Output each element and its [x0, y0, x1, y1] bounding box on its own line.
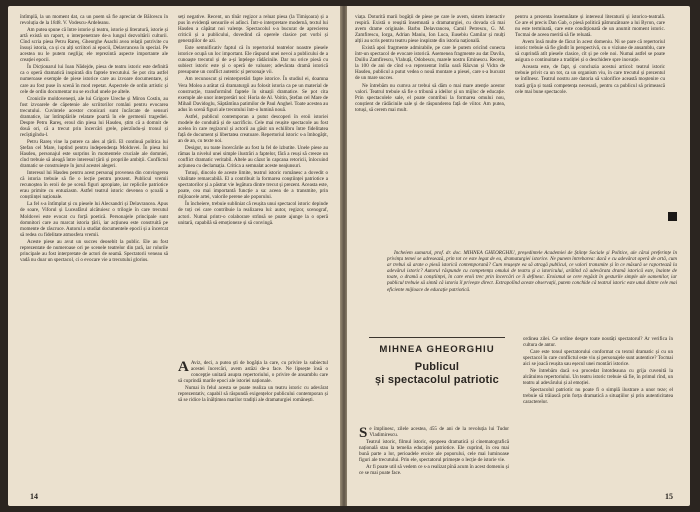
paragraph: Aceste piese au avut un succes deosebit la public. Ele au fost reprezentate de numeroase ori pe scenele teatrelor din țară, iar rolurile principale au fost interpretate de actori de seamă. Spectatorii veneau să vadă nu doar un spectacol, ci o evocare vie a trecutului glorios.: [20, 238, 168, 263]
paragraph: Teatrul istoric, filmul istoric, epopeea dramatică și cinematografică națională stau la temelia educației patriotice. Ele cuprind, în cea mai bună parte a lor, perioadele eroice ale poporului, cele mai luminoase figuri ale trecutului. Prin ele, spectatorul primește o lecție de istorie vie.: [359, 439, 509, 464]
article-title-line-1: Publicul: [414, 361, 460, 373]
right-page-column-2: [515, 14, 665, 196]
section-end-mark: [668, 212, 677, 221]
article-title: [363, 361, 511, 387]
paragraph: Astfel, publicul contemporan a putut descoperi în eroii istoriei modele de conduită și de sacrificiu. Cele mai reușite spectacole au fost acelea în care regizorul și actorii au găsit un echilibru între fidelitatea față de document și libertatea creatoare. Repertoriul istoric s-a îmbogățit, an de an, cu texte noi.: [178, 113, 328, 144]
paragraph: A Aviz, deci, a putea ști de bogăția la care, cu privire la subiectul acestei încercări, avem astăzi de-a face. Ne lipsește însă o concepție unitară asupra repertoriului, o privire de ansamblu care să cuprindă marile epoci ale istoriei naționale.: [178, 360, 328, 385]
page-number-right: 15: [665, 492, 673, 501]
article-title-line-2: și spectacolul patriotic: [374, 374, 499, 386]
paragraph: Petru Rareș vine la putere ca ales al țării. El continuă politica lui Ștefan cel Mare, luptînd pentru independența Moldovei. În piesa lui Hasdeu, personajul este surprins în momentele cruciale ale domniei, cînd trebuie să aleagă între interesul țării și propriile ambiții. Conflictul dramatic se construiește în jurul acestei alegeri.: [20, 138, 168, 170]
paragraph: Aceasta este, de fapt, și concluzia acestui articol: teatrul istoric trebuie privit ca un tot, ca un organism viu, în care trecutul și prezentul se întîlnesc. Teatrul nostru are datoria să valorifice această moștenire cu toată grija și toată competența necesară, pentru ca publicul să primească cele mai bune spectacole.: [515, 64, 665, 95]
paragraph: Ne întrebăm nu cumva ar trebui să dăm o mai mare atenție acestor valori. Teatrul trebuie să fie o tribună a ideilor și un mijloc de educație. Prin spectacolele sale, el poate contribui la formarea omului nou, conștient de rădăcinile sale și de răspunderea față de viitor. Am putea, totuși, să cerem mai mult.: [355, 82, 505, 113]
paragraph: Totuși, dincolo de aceste limite, teatrul istoric românesc a dovedit o vitalitate remarcabilă. El a contribuit la formarea conștiinței patriotice a spectatorilor și a păstrat vie legătura dintre trecut și prezent. Aceasta este, poate, cea mai importantă funcție a sa: aceea de a transmite, prin mijloacele artei, valorile perene ale poporului.: [178, 170, 328, 201]
right-page: [347, 6, 690, 506]
article-column-a: [359, 426, 509, 496]
paragraph: seți negative. Recent, un tînăr regizor a reluat piesa (la Timișoara) și a pus în evidență sensurile ei adînci. Într-o interpretare modernă, textul lui Hasdeu a căpătat noi valențe. Spectacolul s-a bucurat de aprecierea criticii și a publicului, dovedind că operele clasice pot vorbi și generațiilor de azi.: [178, 14, 328, 45]
paragraph: Ar fi poate util să vedem ce s-a realizat pînă acum în acest domeniu și ce se mai poate face.: [359, 464, 509, 477]
paragraph: Este semnificativ faptul că în repertoriul teatrelor noastre piesele istorice ocupă un loc important. Ele răspund unei nevoi a publicului de a cunoaște trecutul și de a-și înțelege rădăcinile. Dar nu orice piesă cu subiect istoric este și o operă de valoare; adevărata dramă istorică presupune un conflict autentic și personaje vii.: [178, 45, 328, 76]
paragraph: Se împlinesc, zilele acestea, 455 de ani de la revoluția lui Tudor Vladimirescu.: [359, 426, 509, 441]
left-page-column-1: [20, 14, 168, 486]
paragraph: Desigur, nu toate încercările au fost la fel de izbutite. Unele piese au rămas la nivelul unei simple ilustrări a faptelor, fără a reuși să creeze un conflict dramatic veritabil. Altele au căzut în capcana retoricii, înlocuind acțiunea cu declamația. Critica a semnalat aceste neajunsuri.: [178, 144, 328, 170]
dropcap: S: [359, 426, 368, 441]
paragraph: întîmplă, la un moment dat, ca un poem să fie apreciat de Bălcescu în revoluția de la 1848. V. Vodescu-Ardeleanu.: [20, 14, 168, 27]
paragraph: În încheiere, trebuie subliniat că reușita unui spectacol istoric depinde de toți cei care contribuie la realizarea lui: autor, regizor, scenograf, actori. Numai printr-o colaborare strînsă se poate ajunge la o operă unitară, capabilă să emoționeze și să convingă.: [178, 201, 328, 226]
paragraph: Există apoi fragmente admirabile, pe care le putem oricînd conecta într-un spectacol de evocare istorică. Asemenea fragmente au dat Davila, Duiliu Zamfirescu, Vlahuță, Odobescu, marele nostru Eminescu. Recent, la 100 de ani de cînd s-a reprezentat întîia oară Răzvan și Vidra de Hasdeu, publicul a putut vedea o nouă montare a piesei, care s-a bucurat de un mare succes.: [355, 45, 505, 82]
paragraph: Spectacolul patriotic nu poate fi o simplă ilustrare a unor teze; el trebuie să trăiască prin forța dramatică a situațiilor și prin autenticitatea caracterelor.: [523, 387, 673, 406]
paragraph: Care este tonul spectatorului conformat cu textul dramatic și cu un spectacol în care conflictul este viu și personajele sunt autentice? Tocmai aici se joacă reușita sau eșecul unei montări istorice.: [523, 349, 673, 368]
page-number-left: 14: [30, 492, 38, 501]
dropcap: A: [178, 360, 189, 375]
paragraph: pentru a prezenta însemnătate și interesul literaturii și istorico-teatrală. Ce are el precis Dan Gab, o piesă politică pătrunzătoare a lui Byron, care nu este terminată, care este condiționată de un anumit moment istoric. Tocmai de aceea merită să fie reluată.: [515, 14, 665, 39]
paragraph: Am recunoscut și reinterpretări fapte istorice. În studiul ei, doamna Vera Molea a arătat că dramaturgii au folosit istoria ca pe un material de construcție, transformînd faptele în situații dramatice. Se pot cita exemple ale unor interpretări noi: Horia de Al. Voitin, Ștefan cel Mare de Mihail Davidoglu, Săptămîna patimilor de Paul Anghel. Toate acestea au adus în scenă figuri ale trecutului într-o lumină nouă.: [178, 76, 328, 113]
article-intro: [387, 250, 677, 324]
title-rule-top: [369, 337, 505, 338]
paragraph: viața. Doturită marii bogății de piese pe care le avem, sistem interactiv respiră. Există o reușită însemnată a dramaturgiei, cu dovada că mai avem drame originale. Barbu Delavrancea, Camil Petrescu, G. M. Zamfirescu, Iorga, Adrian Maniu, Ion Luca, Eusebiu Camilar și mulți alții au scris pentru teatru piese inspirate din istoria națională.: [355, 14, 505, 45]
paragraph: În Dicționarul lui Ioan Nădejde, piesa de teatru istoric este definită ca o operă dramatică inspirată din faptele trecutului. Se pot cita astfel numeroase exemple de piese istorice care au izvoare documentare, și care au fost puse în scenă în mod repetat. Aspectele de ordin artistic și cele de ordin documentar nu se exclud unele pe altele.: [20, 64, 168, 95]
paragraph: Cronicile moldovenești, ale lui Grigore Ureche și Miron Costin, au fost izvoarele de căpetenie ale scriitorilor români pentru evocarea trecutului. Cuvintele acestor cronicari sunt încărcate de sensuri dramatice, iar întîmplările relatate poartă în ele germenii tragediei. Despre Petru Rareș, eroul din piesa lui Hasdeu, știm că a domnit de două ori, că a trecut prin încercări grele, pierzîndu-și tronul și recîștigîndu-l.: [20, 95, 168, 138]
paragraph: Avem însă multe de făcut în acest domeniu. Ni se pare că repertoriul istoric trebuie să fie gîndit în perspectivă, cu o viziune de ansamblu, care să cuprindă atît piesele clasice, cît și pe cele noi. Numai astfel se poate asigura o continuitate a tradiției și o deschidere spre inovație.: [515, 39, 665, 64]
paragraph: La fel s-a întîmplat și cu piesele lui Alecsandri și Delavrancea. Apus de soare, Viforul și Luceafărul alcătuiesc o trilogie în care trecutul Moldovei este evocat cu forță poetică. Personajele principale sunt domnitori care au marcat istoria țării, iar acțiunea este construită pe momente de răscruce. Autorul a studiat documentele epocii și a încercat să redea cu fidelitate atmosfera vremii.: [20, 201, 168, 238]
article-column-c: [523, 336, 673, 492]
paragraph: Numai în felul acesta se poate realiza un teatru istoric cu adevărat reprezentativ, capabil să răspundă exigențelor publicului contemporan și să se ridice la înălțimea marilor tradiții ale dramaturgiei românești.: [178, 385, 328, 404]
article-author: MIHNEA GHEORGHIU: [379, 344, 495, 355]
paragraph: Am putea spune că între istorie și teatru, istorie și literatură, istorie și artă există un raport, o interpenetrare de-a lungul dezvoltării culturii. Cînd scria piesa Petru Rareș, Gheorghe Asachi avea relații potrivite cu însuși istoria, ca și cu alți scriitori ai epocii, Delavrancea în special. Pe acestea nu le putem neglija; ele reprezintă aspecte importante ale creației epocii.: [20, 27, 168, 64]
paragraph: Ne întrebăm dacă s-a procedat întotdeauna cu grija cuvenită la alcătuirea repertoriului. Un teatru istoric trebuie să fie, în primul rînd, un teatru al adevărului și al emoției.: [523, 368, 673, 387]
paragraph: ordinea zilei. Ce ordine despre toate noutăți spectatorul? Ar verifica în cultura de antur.: [523, 336, 673, 349]
article-title-block: [363, 337, 511, 421]
paragraph: Interesul lui Hasdeu pentru acest personaj provenea din convingerea că istoria trebuie să fie o lecție pentru prezent. Publicul vremii recunoștea în eroii de pe scenă figuri apropiate, iar replicile patriotice erau primite cu entuziasm. Astfel teatrul istoric devenea o școală a conștiinței naționale.: [20, 170, 168, 201]
right-page-column-1: [355, 14, 505, 236]
article-column-b: [178, 360, 328, 500]
intro-text: Încheiem sumarul, prof. dr. doc. MIHNEA GHEORGHIU, președintele Academiei de Științe Sociale și Politice, ale cărui preferințe în privința temei se adresează, prin tot ce este legat de ea, dramaturgiei istorice. Ne punem întrebarea: dacă e cu adevărat operă de artă, cum ar trebui să arate o piesă istorică contemporană? Cum reușește ea să atragă publicul, ce valori transmite și în ce măsură se raportează la adevărul istoric? Autorul răspunde cu competența omului de teatru și a istoricului, arătînd că adevărata dramă istorică este, înainte de toate, o dramă a conștiinței, în care eroii trec prin încercări ce îi definesc. Eroismul se cere regăsit în gesturile simple ale oamenilor, iar publicul trebuie să simtă că istoria îl privește direct. Extrapolînd aceste observații, putem conchide că teatrul istoric este unul dintre cele mai eficiente mijloace de educație patriotică.: [387, 250, 677, 293]
